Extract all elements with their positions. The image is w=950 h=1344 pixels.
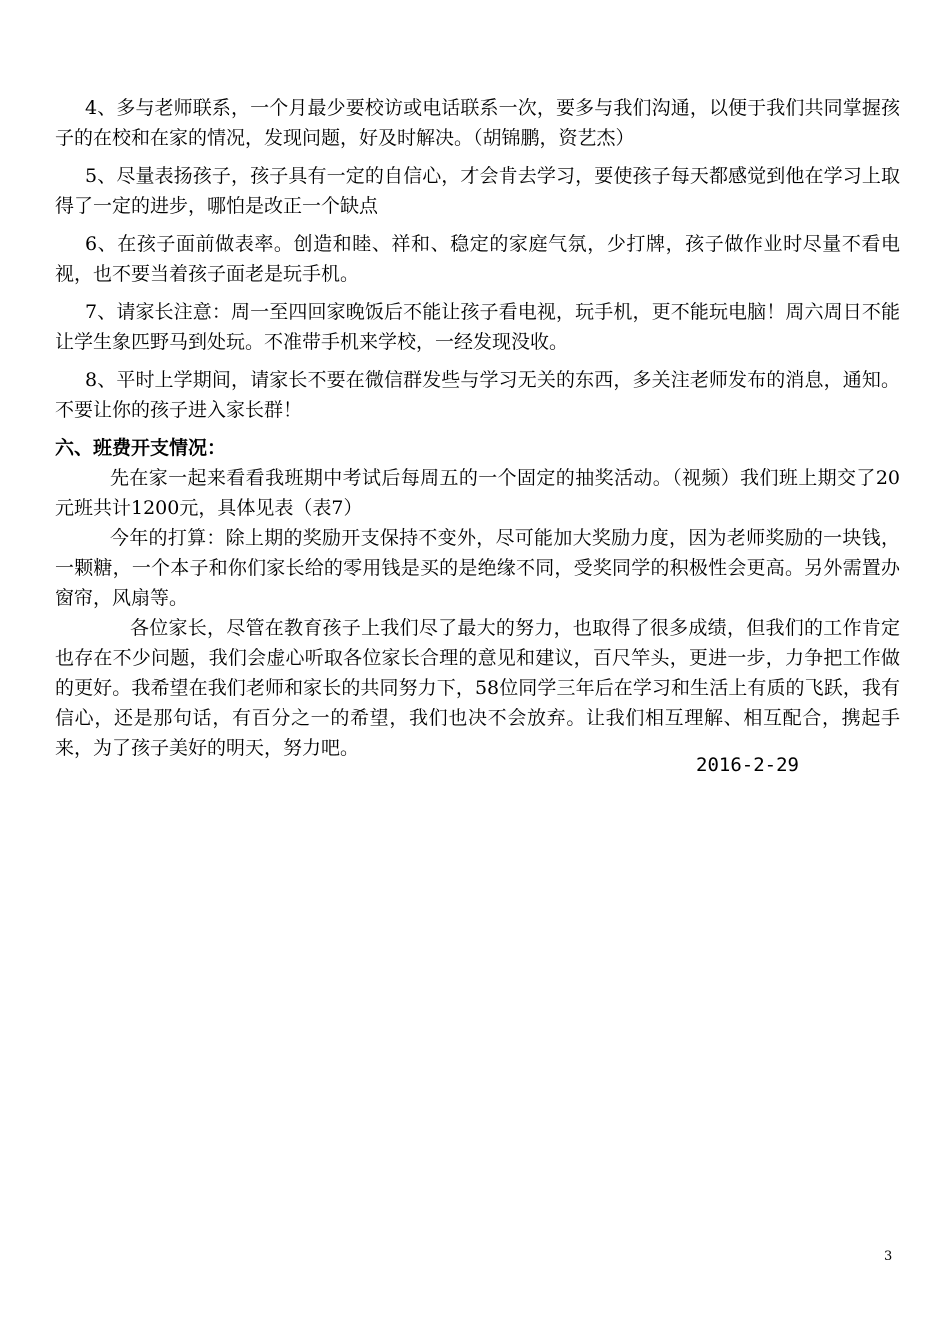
section-heading-class-fund: 六、班费开支情况： xyxy=(55,437,227,459)
advice-item-7: 7、请家长注意：周一至四回家晚饭后不能让孩子看电视，玩手机，更不能玩电脑！周六周日不能让学生象匹野马到处玩。不准带手机来学校，一经发现没收。 xyxy=(55,301,900,353)
closing-paragraph: 各位家长，尽管在教育孩子上我们尽了最大的努力，也取得了很多成绩，但我们的工作肯定也存在不少问题，我们会虚心听取各位家长合理的意见和建议，百尺竿头，更进一步，力争把工作做的更好。我希望在我们老师和家长的共同努力下，58位同学三年后在学习和生活上有质的飞跃，我有信心，还是那句话，有百分之一的希望，我们也决不会放弃。让我们相互理解、相互配合，携起手来，为了孩子美好的明天，努力吧。 xyxy=(55,617,900,759)
class-fund-paragraph-1: 先在家一起来看看我班期中考试后每周五的一个固定的抽奖活动。（视频）我们班上期交了20元班共计1200元，具体见表（表7） xyxy=(55,467,900,519)
advice-item-8: 8、平时上学期间，请家长不要在微信群发些与学习无关的东西，多关注老师发布的消息，通知。不要让你的孩子进入家长群！ xyxy=(55,369,900,421)
advice-item-6: 6、在孩子面前做表率。创造和睦、祥和、稳定的家庭气氛，少打牌，孩子做作业时尽量不看电视，也不要当着孩子面老是玩手机。 xyxy=(55,233,900,285)
class-fund-paragraph-2: 今年的打算：除上期的奖励开支保持不变外，尽可能加大奖励力度，因为老师奖励的一块钱，一颗糖，一个本子和你们家长给的零用钱是买的是绝缘不同，受奖同学的积极性会更高。另外需置办窗帘，风扇等。 xyxy=(55,527,900,609)
advice-item-4: 4、多与老师联系，一个月最少要校访或电话联系一次，要多与我们沟通，以便于我们共同掌握孩子的在校和在家的情况，发现问题，好及时解决。（胡锦鹏，资艺杰） xyxy=(55,97,900,149)
advice-item-5: 5、尽量表扬孩子，孩子具有一定的自信心，才会肯去学习，要使孩子每天都感觉到他在学习上取得了一定的进步，哪怕是改正一个缺点 xyxy=(55,165,900,217)
page-number: 3 xyxy=(884,1249,893,1264)
document-body xyxy=(55,93,900,763)
document-date: 2016-2-29 xyxy=(696,754,799,776)
